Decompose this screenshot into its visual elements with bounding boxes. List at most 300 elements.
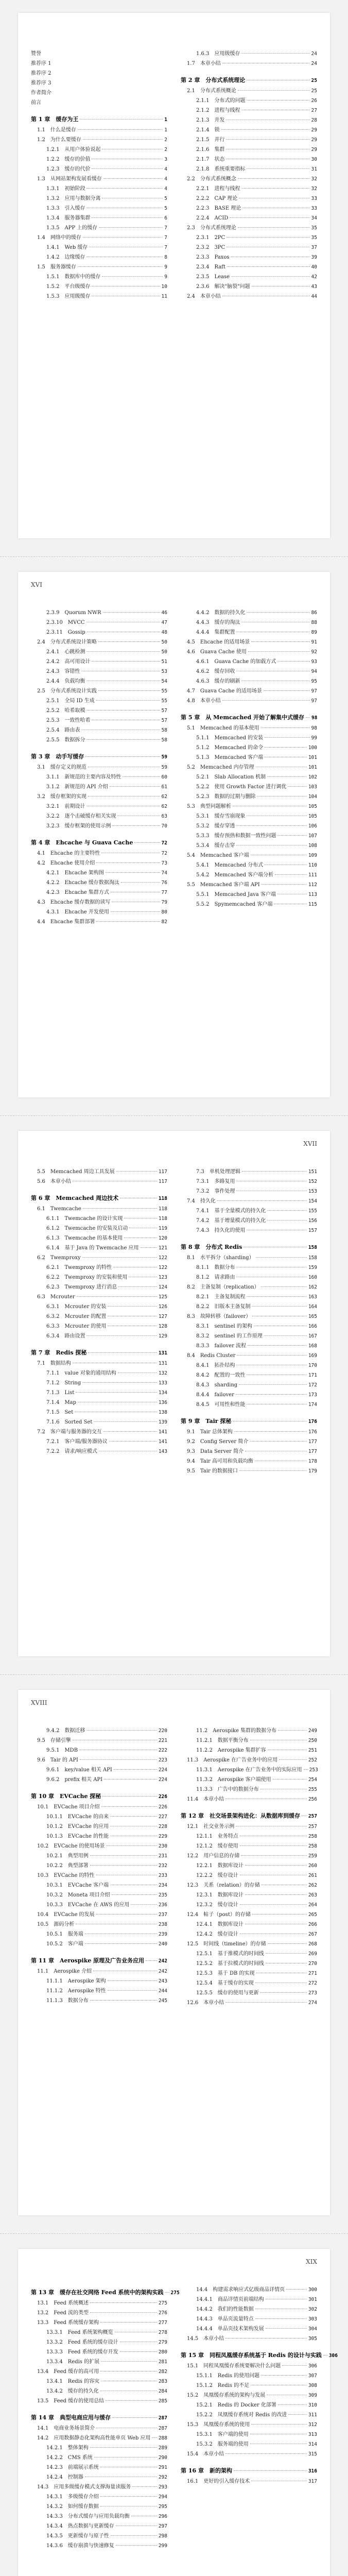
- toc-section-entry[interactable]: [31, 1910, 167, 1920]
- toc-section-entry[interactable]: [31, 1177, 167, 1187]
- toc-chapter-entry[interactable]: [31, 749, 167, 762]
- toc-subsection-entry[interactable]: [31, 821, 167, 831]
- toc-entry-page: 163: [308, 1294, 317, 1300]
- toc-subsection-entry[interactable]: [31, 1939, 167, 1949]
- toc-subsection-entry[interactable]: [31, 802, 167, 811]
- toc-subsection-entry[interactable]: [31, 155, 167, 164]
- toc-subsection-entry[interactable]: [181, 618, 317, 628]
- toc-entry-title: 11.3 Aerospike 在广告业务中的应用: [187, 1757, 278, 1763]
- toc-subsection-entry[interactable]: [31, 706, 167, 716]
- toc-subsection-entry[interactable]: [181, 2400, 317, 2410]
- toc-subsection-entry[interactable]: [181, 821, 317, 831]
- toc-entry-page: 168: [308, 1343, 317, 1349]
- toc-section-entry[interactable]: [31, 135, 167, 145]
- toc-entry-page: 33: [311, 196, 317, 201]
- toc-subsection-entry[interactable]: [181, 1900, 317, 1910]
- toc-section-entry[interactable]: [31, 262, 167, 272]
- toc-subsection-entry[interactable]: [31, 2531, 167, 2541]
- toc-subsection-entry[interactable]: [31, 1929, 167, 1939]
- toc-entry-page: 136: [158, 1400, 167, 1405]
- toc-entry-title: 6.3.3 Mcrouter 的使用: [46, 1324, 107, 1329]
- toc-section-entry[interactable]: [31, 1871, 167, 1880]
- toc-subsection-entry[interactable]: [31, 1398, 167, 1408]
- toc-subsection-entry[interactable]: [181, 733, 317, 743]
- toc-section-entry[interactable]: [31, 1359, 167, 1368]
- toc-subsection-entry[interactable]: [31, 1302, 167, 1312]
- toc-subsection-entry[interactable]: [31, 1726, 167, 1736]
- toc-subsection-entry[interactable]: [31, 1214, 167, 1224]
- toc-subsection-entry[interactable]: [31, 2502, 167, 2512]
- toc-subsection-entry[interactable]: [31, 1263, 167, 1273]
- toc-subsection-entry[interactable]: [181, 2324, 317, 2334]
- toc-subsection-entry[interactable]: [31, 1765, 167, 1775]
- toc-section-entry[interactable]: [31, 762, 167, 772]
- toc-section-entry[interactable]: [31, 1920, 167, 1929]
- toc-subsection-entry[interactable]: [31, 1986, 167, 1996]
- toc-subsection-entry[interactable]: [181, 1726, 317, 1736]
- toc-section-entry[interactable]: [181, 1282, 317, 1292]
- toc-subsection-entry[interactable]: [181, 1206, 317, 1216]
- toc-section-entry[interactable]: [31, 1167, 167, 1177]
- toc-subsection-entry[interactable]: [181, 1861, 317, 1871]
- toc-subsection-entry[interactable]: [31, 878, 167, 888]
- toc-section-entry[interactable]: [31, 233, 167, 243]
- toc-subsection-entry[interactable]: [31, 1233, 167, 1243]
- toc-subsection-entry[interactable]: [181, 1216, 317, 1226]
- toc-section-entry[interactable]: [181, 174, 317, 184]
- toc-subsection-entry[interactable]: [31, 1851, 167, 1861]
- toc-frontmatter-entry[interactable]: [31, 59, 167, 69]
- toc-entry-page: 30: [311, 157, 317, 162]
- toc-subsection-entry[interactable]: [31, 1880, 167, 1890]
- toc-subsection-entry[interactable]: [181, 831, 317, 841]
- toc-section-entry[interactable]: [181, 1466, 317, 1476]
- toc-section-entry[interactable]: [181, 2391, 317, 2400]
- toc-subsection-entry[interactable]: [31, 628, 167, 637]
- toc-subsection-entry[interactable]: [31, 1378, 167, 1388]
- toc-subsection-entry[interactable]: [181, 2285, 317, 2295]
- toc-subsection-entry[interactable]: [181, 1959, 317, 1969]
- toc-subsection-entry[interactable]: [31, 282, 167, 292]
- toc-subsection-entry[interactable]: [181, 1871, 317, 1880]
- toc-entry-page: 105: [308, 804, 317, 809]
- toc-section-entry[interactable]: [181, 2420, 317, 2430]
- toc-section-entry[interactable]: [181, 223, 317, 233]
- toc-subsection-entry[interactable]: [31, 1861, 167, 1871]
- toc-chapter-entry[interactable]: [181, 2463, 317, 2477]
- toc-subsection-entry[interactable]: [31, 657, 167, 667]
- toc-subsection-entry[interactable]: [31, 1745, 167, 1755]
- toc-section-entry[interactable]: [181, 1851, 317, 1861]
- toc-subsection-entry[interactable]: [181, 890, 317, 900]
- toc-subsection-entry[interactable]: [31, 1368, 167, 1378]
- toc-section-entry[interactable]: [181, 2334, 317, 2344]
- toc-subsection-entry[interactable]: [181, 1929, 317, 1939]
- toc-chapter-entry[interactable]: [181, 1808, 317, 1822]
- toc-subsection-entry[interactable]: [181, 1167, 317, 1177]
- toc-subsection-entry[interactable]: [181, 743, 317, 753]
- toc-subsection-entry[interactable]: [181, 155, 317, 164]
- toc-chapter-entry[interactable]: [31, 835, 167, 849]
- toc-section-entry[interactable]: [181, 86, 317, 96]
- toc-subsection-entry[interactable]: [181, 1978, 317, 1988]
- toc-section-entry[interactable]: [31, 858, 167, 868]
- toc-subsection-entry[interactable]: [181, 676, 317, 686]
- toc-subsection-entry[interactable]: [181, 1187, 317, 1196]
- toc-entry-page: 91: [311, 639, 317, 645]
- toc-subsection-entry[interactable]: [181, 1302, 317, 1312]
- toc-subsection-entry[interactable]: [31, 1890, 167, 1900]
- toc-subsection-entry[interactable]: [31, 907, 167, 917]
- toc-entry-title: 12.5 时间线（timeline）的存储: [187, 1941, 266, 1947]
- toc-entry-title: 2.5.5 数据拆分: [46, 737, 85, 743]
- toc-subsection-entry[interactable]: [31, 647, 167, 657]
- toc-subsection-entry[interactable]: [31, 1832, 167, 1841]
- toc-subsection-entry[interactable]: [31, 725, 167, 735]
- toc-chapter-entry[interactable]: [31, 1191, 167, 1204]
- toc-section-entry[interactable]: [31, 1427, 167, 1437]
- toc-section-entry[interactable]: [31, 897, 167, 907]
- toc-entry-page: 297: [158, 2523, 167, 2529]
- toc-entry-title: 5.5 Memcached 客户端 API: [187, 882, 260, 888]
- toc-subsection-entry[interactable]: [181, 1400, 317, 1410]
- toc-entry-page: 32: [311, 176, 317, 182]
- toc-subsection-entry[interactable]: [31, 1312, 167, 1321]
- toc-section-entry[interactable]: [181, 1447, 317, 1456]
- toc-subsection-entry[interactable]: [181, 184, 317, 194]
- toc-subsection-entry[interactable]: [31, 1812, 167, 1822]
- toc-section-entry[interactable]: [181, 1351, 317, 1361]
- toc-section-entry[interactable]: [181, 59, 317, 69]
- toc-section-entry[interactable]: [181, 1939, 317, 1949]
- dot-leader: [83, 1208, 157, 1209]
- toc-frontmatter-entry[interactable]: [31, 69, 167, 78]
- toc-section-entry[interactable]: [181, 1456, 317, 1466]
- toc-subsection-entry[interactable]: [31, 1321, 167, 1331]
- toc-section-entry[interactable]: [181, 1755, 317, 1765]
- toc-subsection-entry[interactable]: [181, 667, 317, 676]
- toc-section-entry[interactable]: [31, 1841, 167, 1851]
- toc-subsection-entry[interactable]: [31, 782, 167, 792]
- toc-subsection-entry[interactable]: [181, 1370, 317, 1380]
- toc-subsection-entry[interactable]: [31, 772, 167, 782]
- toc-subsection-entry[interactable]: [181, 1736, 317, 1745]
- toc-subsection-entry[interactable]: [31, 868, 167, 878]
- toc-entry-title: 4.6.3 缓存的刷新: [196, 679, 240, 684]
- toc-subsection-entry[interactable]: [31, 2472, 167, 2482]
- toc-subsection-entry[interactable]: [31, 204, 167, 213]
- toc-subsection-entry[interactable]: [181, 145, 317, 155]
- toc-section-entry[interactable]: [31, 2482, 167, 2492]
- toc-subsection-entry[interactable]: [181, 860, 317, 870]
- toc-chapter-entry[interactable]: [181, 73, 317, 86]
- toc-subsection-entry[interactable]: [31, 1900, 167, 1910]
- toc-frontmatter-entry[interactable]: [31, 49, 167, 59]
- toc-section-entry[interactable]: [181, 1437, 317, 1447]
- toc-subsection-entry[interactable]: [181, 1390, 317, 1400]
- toc-subsection-entry[interactable]: [181, 233, 317, 243]
- toc-subsection-entry[interactable]: [31, 696, 167, 706]
- toc-subsection-entry[interactable]: [181, 1775, 317, 1785]
- toc-section-entry[interactable]: [31, 686, 167, 696]
- toc-section-entry[interactable]: [181, 851, 317, 860]
- toc-subsection-entry[interactable]: [181, 2314, 317, 2324]
- toc-section-entry[interactable]: [181, 1998, 317, 2008]
- dot-leader: [241, 1855, 307, 1856]
- toc-section-entry[interactable]: [31, 1736, 167, 1745]
- toc-section-entry[interactable]: [31, 637, 167, 647]
- toc-subsection-entry[interactable]: [181, 282, 317, 292]
- toc-entry-page: 309: [308, 2393, 317, 2398]
- toc-entry-title: 2.2.4 ACID: [196, 215, 229, 221]
- toc-chapter-entry[interactable]: [181, 1240, 317, 1253]
- toc-subsection-entry[interactable]: [181, 2295, 317, 2304]
- toc-subsection-entry[interactable]: [181, 2410, 317, 2420]
- toc-subsection-entry[interactable]: [31, 716, 167, 725]
- toc-chapter-entry[interactable]: [31, 2410, 167, 2424]
- toc-subsection-entry[interactable]: [181, 1949, 317, 1959]
- toc-section-entry[interactable]: [181, 1910, 317, 1920]
- toc-section-entry[interactable]: [181, 2449, 317, 2459]
- toc-subsection-entry[interactable]: [181, 115, 317, 125]
- toc-section-entry[interactable]: [181, 1794, 317, 1804]
- toc-section-entry[interactable]: [31, 2367, 167, 2377]
- toc-subsection-entry[interactable]: [181, 1890, 317, 1900]
- toc-subsection-entry[interactable]: [31, 1243, 167, 1253]
- dot-leader: [111, 911, 160, 912]
- toc-section-entry[interactable]: [31, 2433, 167, 2443]
- toc-subsection-entry[interactable]: [31, 1408, 167, 1417]
- toc-subsection-entry[interactable]: [181, 1263, 317, 1273]
- toc-subsection-entry[interactable]: [31, 145, 167, 155]
- toc-subsection-entry[interactable]: [31, 811, 167, 821]
- toc-section-entry[interactable]: [31, 2396, 167, 2406]
- toc-section-entry[interactable]: [31, 1253, 167, 1263]
- toc-subsection-entry[interactable]: [181, 125, 317, 135]
- toc-subsection-entry[interactable]: [181, 2304, 317, 2314]
- toc-subsection-entry[interactable]: [31, 2453, 167, 2463]
- toc-subsection-entry[interactable]: [31, 1996, 167, 2006]
- toc-subsection-entry[interactable]: [181, 213, 317, 223]
- toc-section-entry[interactable]: [31, 2318, 167, 2328]
- toc-subsection-entry[interactable]: [31, 2443, 167, 2453]
- toc-subsection-entry[interactable]: [31, 2328, 167, 2337]
- toc-subsection-entry[interactable]: [181, 1226, 317, 1235]
- toc-section-entry[interactable]: [31, 792, 167, 802]
- toc-subsection-entry[interactable]: [31, 735, 167, 745]
- toc-subsection-entry[interactable]: [181, 1785, 317, 1794]
- toc-subsection-entry[interactable]: [181, 1765, 317, 1775]
- toc-subsection-entry[interactable]: [31, 243, 167, 252]
- toc-subsection-entry[interactable]: [31, 194, 167, 204]
- toc-subsection-entry[interactable]: [31, 1331, 167, 1341]
- toc-entry-page: 295: [158, 2504, 167, 2510]
- toc-subsection-entry[interactable]: [181, 1841, 317, 1851]
- toc-entry-page: 8: [164, 255, 167, 260]
- toc-subsection-entry[interactable]: [181, 772, 317, 782]
- toc-subsection-entry[interactable]: [31, 1976, 167, 1986]
- toc-section-entry[interactable]: [181, 1880, 317, 1890]
- toc-subsection-entry[interactable]: [31, 1775, 167, 1785]
- toc-section-entry[interactable]: [31, 917, 167, 927]
- toc-section-entry[interactable]: [181, 762, 317, 772]
- toc-subsection-entry[interactable]: [31, 1437, 167, 1447]
- toc-section-entry[interactable]: [181, 1253, 317, 1263]
- toc-section-entry[interactable]: [181, 2477, 317, 2486]
- toc-section-entry[interactable]: [181, 637, 317, 647]
- toc-chapter-entry[interactable]: [31, 2285, 180, 2298]
- toc-section-entry[interactable]: [31, 2308, 167, 2318]
- toc-entry-title: 1.4 网络中的缓存: [37, 235, 81, 241]
- toc-subsection-entry[interactable]: [181, 1380, 317, 1390]
- toc-subsection-entry[interactable]: [181, 1341, 317, 1351]
- toc-subsection-entry[interactable]: [181, 753, 317, 762]
- toc-subsection-entry[interactable]: [181, 782, 317, 792]
- toc-chapter-entry[interactable]: [181, 2348, 338, 2361]
- toc-subsection-entry[interactable]: [31, 2347, 167, 2357]
- toc-subsection-entry[interactable]: [181, 608, 317, 618]
- toc-section-entry[interactable]: [31, 125, 167, 135]
- toc-entry-page: 131: [158, 1361, 167, 1366]
- toc-subsection-entry[interactable]: [181, 2371, 317, 2381]
- toc-subsection-entry[interactable]: [31, 2541, 167, 2551]
- toc-frontmatter-entry[interactable]: [31, 88, 167, 98]
- toc-subsection-entry[interactable]: [181, 204, 317, 213]
- toc-subsection-entry[interactable]: [181, 49, 317, 59]
- toc-frontmatter-entry[interactable]: [31, 98, 167, 108]
- toc-subsection-entry[interactable]: [181, 262, 317, 272]
- toc-subsection-entry[interactable]: [181, 252, 317, 262]
- toc-subsection-entry[interactable]: [181, 1988, 317, 1998]
- toc-section-entry[interactable]: [31, 174, 167, 184]
- toc-subsection-entry[interactable]: [31, 2377, 167, 2386]
- dot-leader: [278, 2404, 307, 2405]
- toc-subsection-entry[interactable]: [31, 888, 167, 897]
- toc-chapter-entry[interactable]: [31, 1953, 167, 1967]
- toc-subsection-entry[interactable]: [31, 2463, 167, 2472]
- toc-subsection-entry[interactable]: [31, 1282, 167, 1292]
- toc-chapter-entry[interactable]: [181, 710, 317, 723]
- toc-subsection-entry[interactable]: [181, 194, 317, 204]
- toc-frontmatter-entry[interactable]: [31, 78, 167, 88]
- toc-section-entry[interactable]: [181, 1312, 317, 1321]
- toc-subsection-entry[interactable]: [181, 135, 317, 145]
- toc-subsection-entry[interactable]: [181, 106, 317, 115]
- toc-subsection-entry[interactable]: [31, 1822, 167, 1832]
- toc-subsection-entry[interactable]: [31, 292, 167, 301]
- toc-entry-title: 6.3 Mcrouter: [37, 1294, 75, 1300]
- toc-subsection-entry[interactable]: [181, 628, 317, 637]
- toc-subsection-entry[interactable]: [181, 96, 317, 106]
- toc-section-entry[interactable]: [181, 696, 317, 706]
- toc-subsection-entry[interactable]: [31, 164, 167, 174]
- toc-subsection-entry[interactable]: [31, 213, 167, 223]
- toc-subsection-entry[interactable]: [181, 2439, 317, 2449]
- toc-entry-page: 123: [158, 1275, 167, 1280]
- toc-subsection-entry[interactable]: [181, 657, 317, 667]
- toc-subsection-entry[interactable]: [31, 1224, 167, 1233]
- toc-section-entry[interactable]: [181, 1196, 317, 1206]
- toc-section-entry[interactable]: [31, 1292, 167, 1302]
- toc-subsection-entry[interactable]: [181, 272, 317, 282]
- toc-subsection-entry[interactable]: [31, 184, 167, 194]
- toc-subsection-entry[interactable]: [31, 1447, 167, 1456]
- toc-entry-title: 12.4.2 缓存设计: [196, 1931, 238, 1937]
- toc-section-entry[interactable]: [181, 1427, 317, 1437]
- toc-subsection-entry[interactable]: [31, 2337, 167, 2347]
- toc-chapter-entry[interactable]: [31, 1789, 167, 1802]
- toc-subsection-entry[interactable]: [31, 667, 167, 676]
- toc-section-entry[interactable]: [181, 686, 317, 696]
- toc-subsection-entry[interactable]: [31, 608, 167, 618]
- toc-subsection-entry[interactable]: [31, 223, 167, 233]
- toc-subsection-entry[interactable]: [181, 792, 317, 802]
- dot-leader: [217, 1200, 307, 1201]
- toc-entry-title: 8.1 水平拆分（sharding）: [187, 1255, 254, 1261]
- toc-subsection-entry[interactable]: [31, 2357, 167, 2367]
- toc-subsection-entry[interactable]: [181, 1361, 317, 1370]
- toc-section-entry[interactable]: [181, 802, 317, 811]
- toc-subsection-entry[interactable]: [31, 1273, 167, 1282]
- toc-subsection-entry[interactable]: [181, 243, 317, 252]
- toc-subsection-entry[interactable]: [31, 252, 167, 262]
- toc-entry-title: 10.3.2 Moneta 项目介绍: [46, 1892, 110, 1898]
- toc-section-entry[interactable]: [31, 1755, 167, 1765]
- toc-subsection-entry[interactable]: [181, 1920, 317, 1929]
- toc-subsection-entry[interactable]: [181, 1273, 317, 1282]
- toc-chapter-entry[interactable]: [31, 112, 167, 125]
- toc-entry-title: 8.4.5 可用性和性能: [196, 1402, 246, 1408]
- toc-chapter-entry[interactable]: [181, 1414, 317, 1427]
- toc-subsection-entry[interactable]: [31, 618, 167, 628]
- toc-subsection-entry[interactable]: [181, 870, 317, 880]
- toc-subsection-entry[interactable]: [181, 811, 317, 821]
- toc-subsection-entry[interactable]: [181, 900, 317, 909]
- toc-section-entry[interactable]: [181, 292, 317, 301]
- toc-section-entry[interactable]: [181, 880, 317, 890]
- toc-subsection-entry[interactable]: [181, 1745, 317, 1755]
- toc-subsection-entry[interactable]: [31, 2492, 167, 2502]
- toc-subsection-entry[interactable]: [31, 1417, 167, 1427]
- toc-entry-page: 179: [308, 1468, 317, 1474]
- toc-subsection-entry[interactable]: [181, 2430, 317, 2439]
- toc-entry-page: 296: [158, 2514, 167, 2519]
- toc-subsection-entry[interactable]: [181, 164, 317, 174]
- toc-entry-title: 3.1 缓存定义的规范: [37, 765, 86, 770]
- toc-subsection-entry[interactable]: [31, 676, 167, 686]
- toc-entry-title: 5.5.1 Memcached Java 客户端: [196, 892, 276, 897]
- toc-section-entry[interactable]: [31, 849, 167, 858]
- toc-subsection-entry[interactable]: [181, 1969, 317, 1978]
- dot-leader: [275, 874, 307, 875]
- toc-subsection-entry[interactable]: [31, 2512, 167, 2521]
- toc-subsection-entry[interactable]: [31, 1388, 167, 1398]
- toc-subsection-entry[interactable]: [181, 841, 317, 851]
- toc-chapter-entry[interactable]: [31, 1345, 167, 1359]
- toc-entry-page: 34: [311, 215, 317, 221]
- toc-section-entry[interactable]: [181, 647, 317, 657]
- toc-subsection-entry[interactable]: [31, 2521, 167, 2531]
- toc-subsection-entry[interactable]: [181, 2381, 317, 2391]
- toc-subsection-entry[interactable]: [181, 1331, 317, 1341]
- toc-subsection-entry[interactable]: [181, 1177, 317, 1187]
- toc-subsection-entry[interactable]: [181, 1321, 317, 1331]
- toc-subsection-entry[interactable]: [181, 1292, 317, 1302]
- toc-subsection-entry[interactable]: [31, 272, 167, 282]
- toc-subsection-entry[interactable]: [181, 1832, 317, 1841]
- toc-section-entry[interactable]: [31, 1802, 167, 1812]
- toc-subsection-entry[interactable]: [31, 2386, 167, 2396]
